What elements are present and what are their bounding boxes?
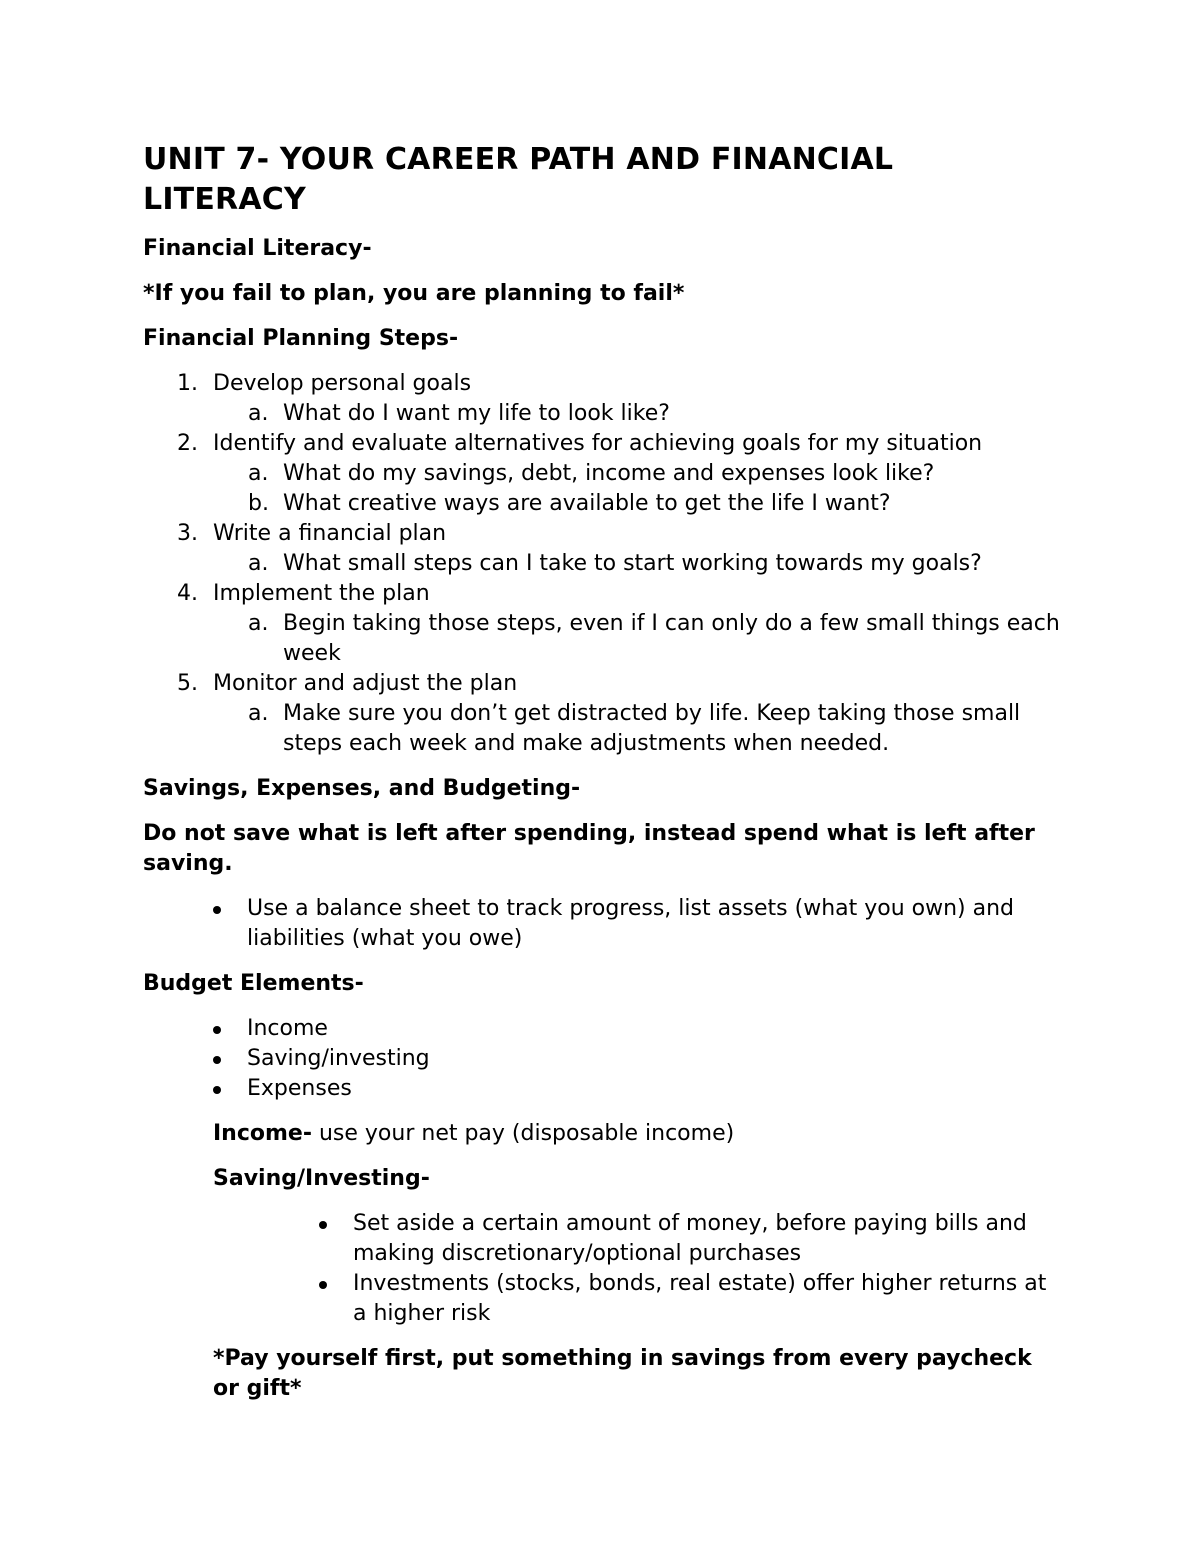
plan-quote: *If you fail to plan, you are planning to fail* [143, 281, 685, 306]
sub-list [213, 699, 1063, 759]
list-item [143, 1044, 1063, 1074]
step-number: 1. [177, 371, 198, 396]
list-item [143, 1014, 1063, 1044]
step-number: 3. [177, 521, 198, 546]
sub-letter: a. [248, 701, 269, 726]
sub-letter: a. [248, 551, 269, 576]
bullet-icon [213, 1026, 221, 1034]
saving-list [143, 1209, 1063, 1329]
sub-list [213, 609, 1063, 669]
bullet-icon [319, 1281, 327, 1289]
list-item [143, 1074, 1063, 1104]
bullet-icon [319, 1221, 327, 1229]
step-item [143, 579, 1063, 669]
sub-text: Begin taking those steps, even if I can only do a few small things each week [283, 611, 1060, 666]
step-item [143, 429, 1063, 519]
financial-literacy-heading: Financial Literacy- [143, 236, 372, 261]
bullet-text: Expenses [247, 1076, 352, 1101]
sub-list [213, 459, 1063, 519]
sub-text: What do I want my life to look like? [283, 401, 670, 426]
sub-text: Make sure you don’t get distracted by life. Keep taking those small steps each week and make adjustments when needed. [283, 701, 1021, 756]
bullet-text: Saving/investing [247, 1046, 430, 1071]
sub-letter: a. [248, 611, 269, 636]
list-item [143, 1209, 1063, 1269]
sub-item [213, 399, 1063, 429]
step-text: Implement the plan [213, 581, 430, 606]
pay-yourself-quote: *Pay yourself first, put something in savings from every paycheck or gift* [213, 1346, 1032, 1401]
sub-text: What do my savings, debt, income and expenses look like? [283, 461, 935, 486]
sub-item [213, 699, 1063, 759]
step-text: Monitor and adjust the plan [213, 671, 518, 696]
sub-list [213, 549, 1063, 579]
step-text: Identify and evaluate alternatives for achieving goals for my situation [213, 431, 983, 456]
list-item [143, 1269, 1063, 1329]
planning-steps-heading: Financial Planning Steps- [143, 326, 459, 351]
bullet-icon [213, 1086, 221, 1094]
step-number: 2. [177, 431, 198, 456]
sub-letter: b. [248, 491, 269, 516]
step-text: Write a financial plan [213, 521, 447, 546]
income-text: use your net pay (disposable income) [311, 1121, 735, 1146]
sub-letter: a. [248, 401, 269, 426]
savings-heading: Savings, Expenses, and Budgeting- [143, 776, 581, 801]
step-text: Develop personal goals [213, 371, 472, 396]
sub-letter: a. [248, 461, 269, 486]
income-paragraph [213, 1119, 1063, 1149]
bullet-text: Use a balance sheet to track progress, list assets (what you own) and liabilities (what you owe) [247, 896, 1015, 951]
budget-heading: Budget Elements- [143, 971, 364, 996]
income-label: Income- [213, 1121, 312, 1146]
sub-item [213, 549, 1063, 579]
bullet-text: Investments (stocks, bonds, real estate) offer higher returns at a higher risk [353, 1271, 1047, 1326]
step-number: 5. [177, 671, 198, 696]
bullet-text: Income [247, 1016, 328, 1041]
sub-item [213, 609, 1063, 669]
sub-text: What creative ways are available to get the life I want? [283, 491, 891, 516]
document-page [143, 140, 1063, 1419]
list-item [143, 894, 1063, 954]
saving-heading: Saving/Investing- [213, 1166, 430, 1191]
sub-item [213, 489, 1063, 519]
bullet-text: Set aside a certain amount of money, before paying bills and making discretionary/optional purchases [353, 1211, 1027, 1266]
budget-elements-list [143, 1014, 1063, 1104]
step-number: 4. [177, 581, 198, 606]
step-item [143, 519, 1063, 579]
step-item [143, 669, 1063, 759]
planning-steps-list [143, 369, 1063, 759]
sub-item [213, 459, 1063, 489]
balance-list [143, 894, 1063, 954]
sub-text: What small steps can I take to start working towards my goals? [283, 551, 982, 576]
savings-quote: Do not save what is left after spending, instead spend what is left after saving. [143, 821, 1035, 876]
bullet-icon [213, 906, 221, 914]
sub-list [213, 399, 1063, 429]
page-title: UNIT 7- YOUR CAREER PATH AND FINANCIAL LITERACY [143, 142, 894, 217]
step-item [143, 369, 1063, 429]
bullet-icon [213, 1056, 221, 1064]
